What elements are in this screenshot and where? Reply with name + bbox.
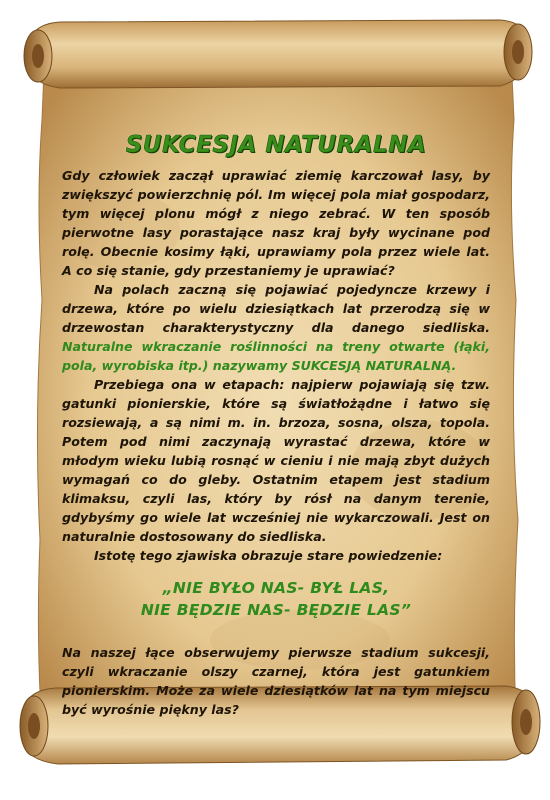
article [62, 130, 490, 719]
page-title: SUKCESJA NATURALNA [125, 132, 427, 158]
paragraph-saying-intro: Istotę tego zjawiska obrazuje stare powiedzenie: [94, 548, 443, 563]
paragraph-definition [62, 280, 490, 375]
definition-term: SUKCESJĄ NATURALNĄ [291, 358, 452, 373]
paragraph-intro: Gdy człowiek zaczął uprawiać ziemię karczował lasy, by zwiększyć powierzchnię pól. Im więcej pola miał gospodarz, tym więcej plonu mógł z niego zebrać. W ten sposób pierwotne lasy porastające nasz kraj były wycinane pod rolę. Obecnie kosimy łąki, uprawiamy pola przez wiele lat. A co się stanie, gdy przestaniemy je uprawiać? [62, 168, 490, 278]
definition-highlight-rest: nazywamy [208, 358, 292, 373]
paragraph-stages: Przebiega ona w etapach: najpierw pojawiają się tzw. gatunki pionierskie, które są światłożądne i łatwo się rozsiewają, a są nimi m. in. brzoza, sosna, olsza, topola. Potem pod nimi zaczynają wyrastać drzewa, które w młodym wieku lubią rosnąć w cieniu i nie mają zbyt dużych wymagań co do gleby. Ostatnim etapem jest stadium klimaksu, czyli las, który by rósł na danym terenie, gdybyśmy go wiele lat wcześniej nie wykarczowali. Jest on naturalnie dostosowany do siedliska. [62, 377, 490, 544]
saying-quote [62, 577, 490, 621]
definition-end: . [451, 358, 457, 373]
paragraph-observation: Na naszej łące obserwujemy pierwsze stadium sukcesji, czyli wkraczanie olszy czarnej, która jest gatunkiem pionierskim. Może za wiele dziesiątków lat na tym miejscu być wyrośnie piękny las? [62, 645, 490, 717]
quote-line-1: „NIE BYŁO NAS- BYŁ LAS, [162, 579, 390, 597]
definition-text: Na polach zaczną się pojawiać pojedyncze krzewy i drzewa, które po wielu dziesiątkach lat przerodzą się w drzewostan charakterystyczny dla danego siedliska. [62, 282, 490, 335]
definition-highlight: Naturalne wkraczanie roślinności na treny otwarte (łąki, pola, wyrobiska itp.) [62, 339, 490, 373]
quote-line-2: NIE BĘDZIE NAS- BĘDZIE LAS” [140, 601, 412, 619]
